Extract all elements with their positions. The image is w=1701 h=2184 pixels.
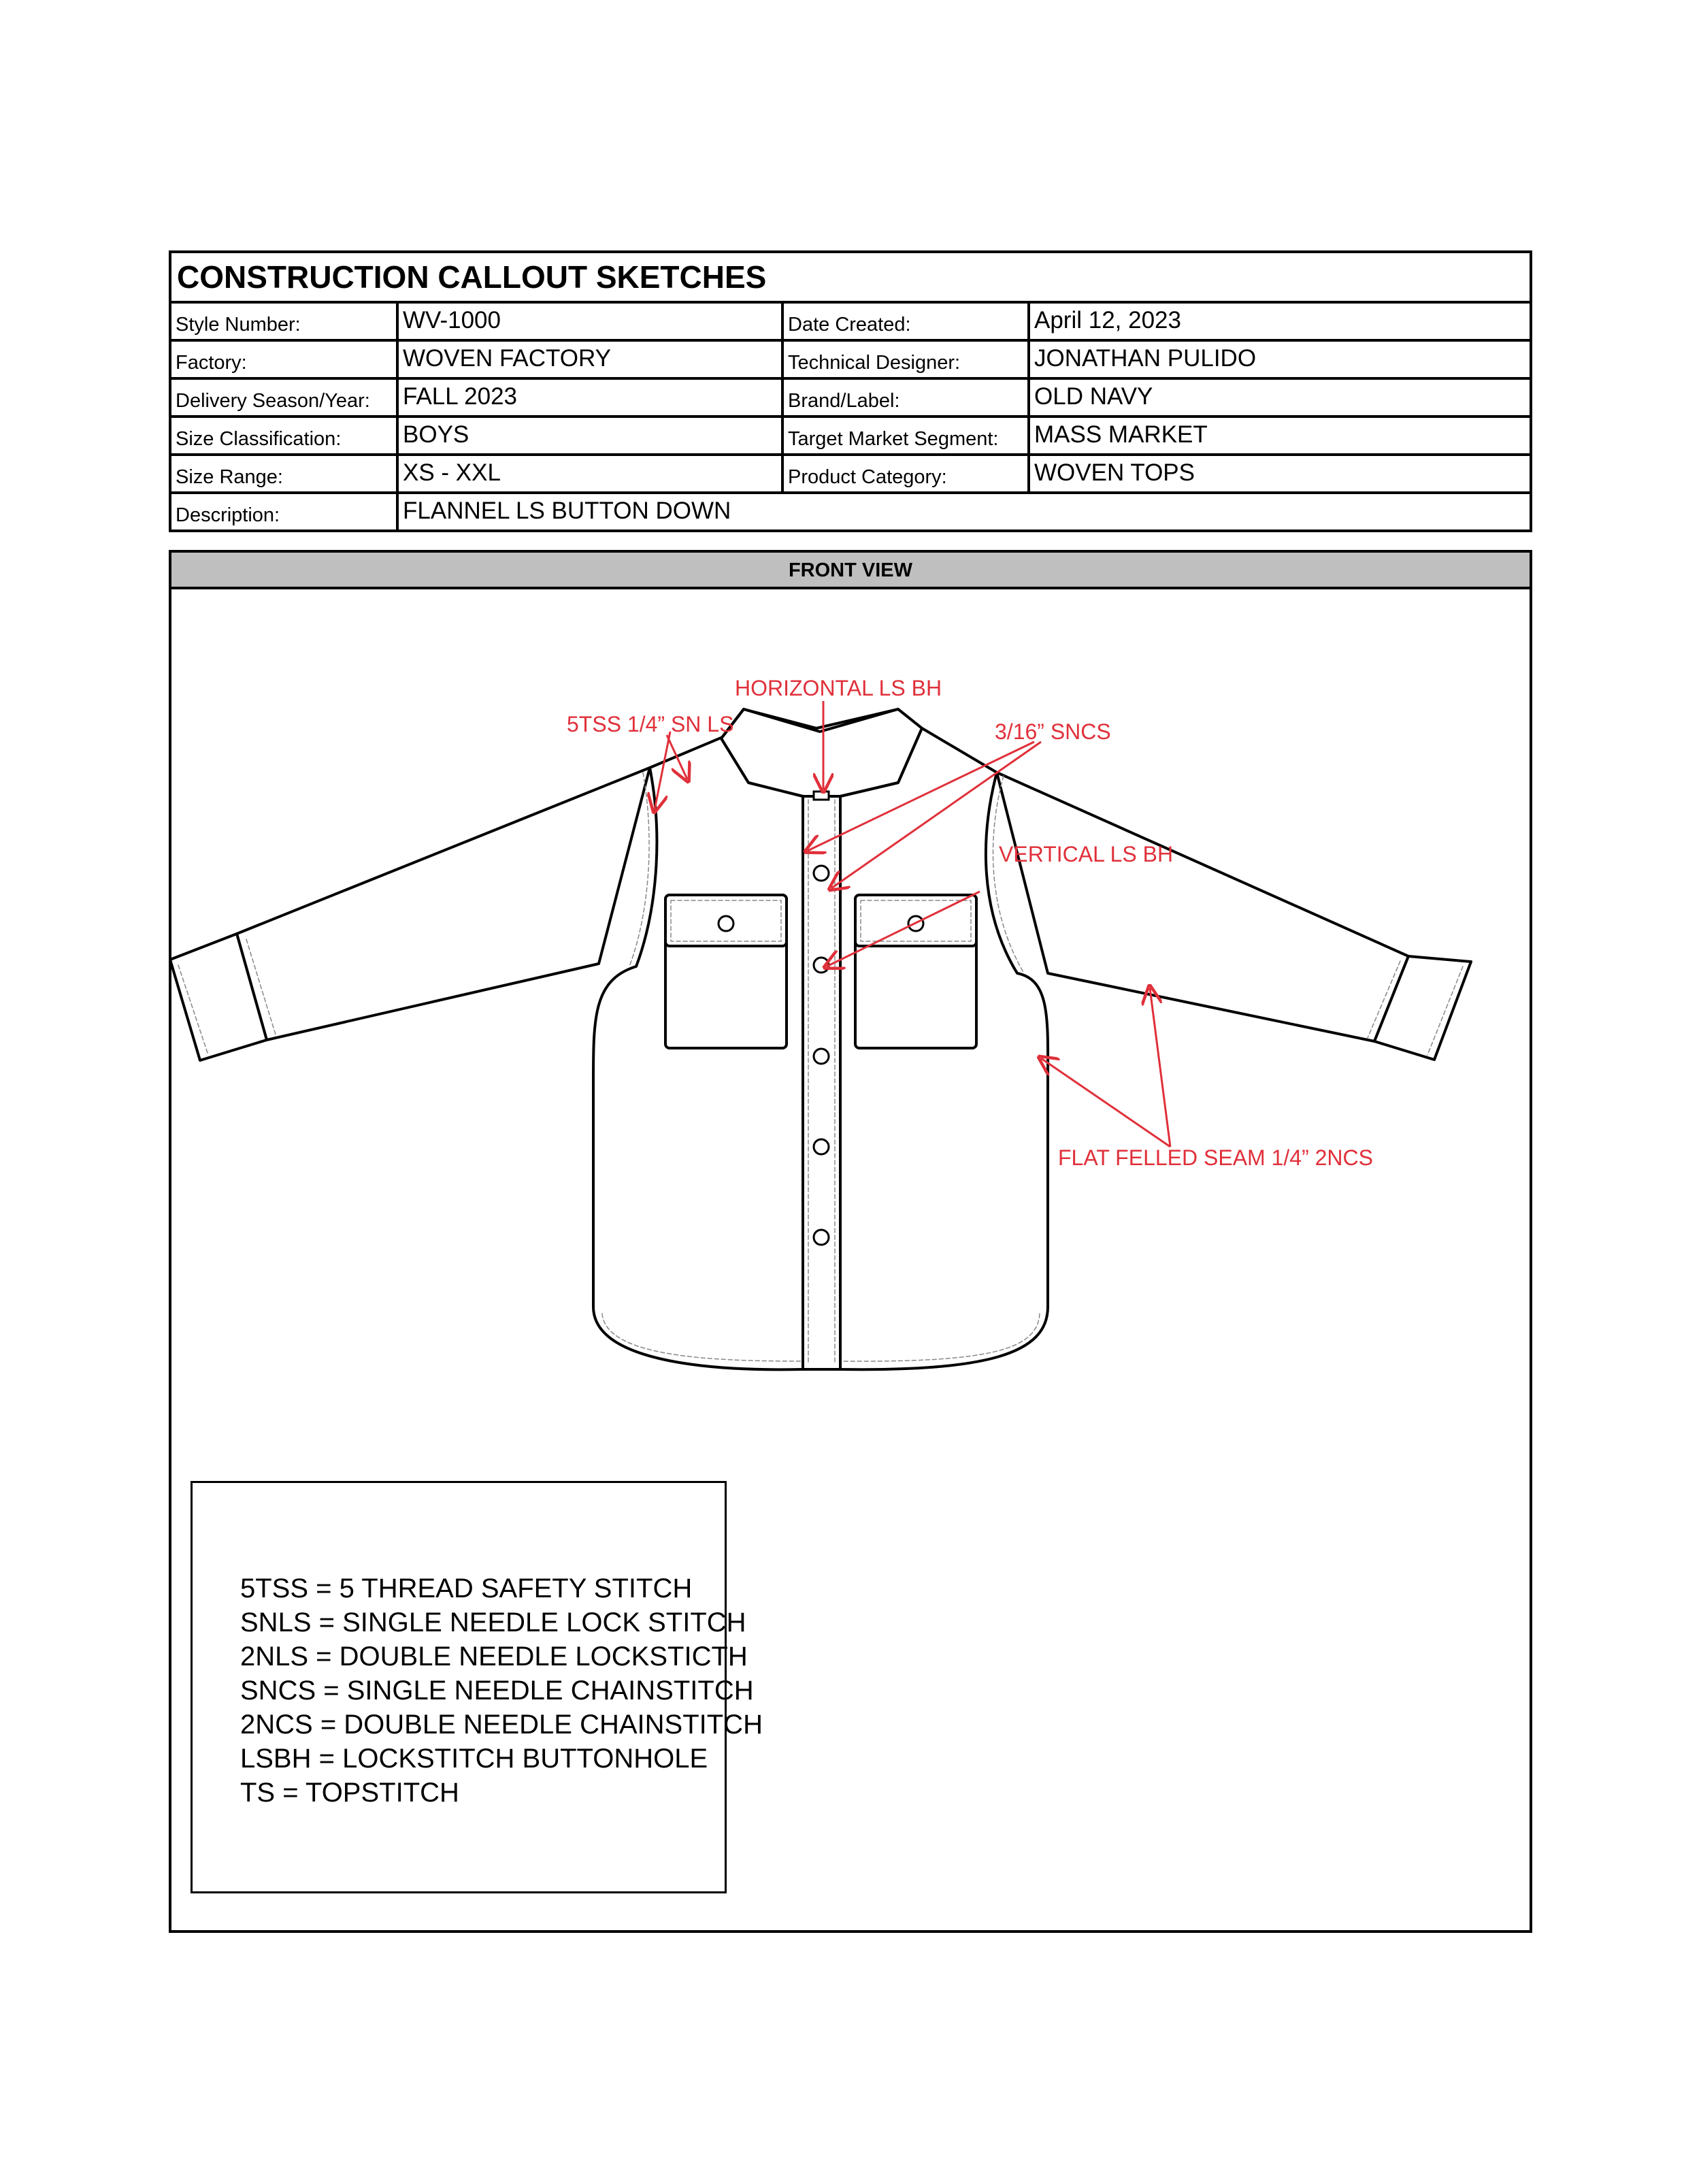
- legend-item: TS = TOPSTITCH: [240, 1778, 459, 1808]
- abbreviation-legend: [191, 1481, 763, 1893]
- legend-item: 2NLS = DOUBLE NEEDLE LOCKSTICTH: [240, 1642, 748, 1672]
- legend-item: SNLS = SINGLE NEEDLE LOCK STITCH: [240, 1608, 746, 1637]
- technical-designer-value: JONATHAN PULIDO: [1034, 345, 1257, 372]
- legend-item: 2NCS = DOUBLE NEEDLE CHAINSTITCH: [240, 1710, 763, 1740]
- size-range-label: Size Range:: [171, 456, 399, 491]
- callout-shoulder-seam: 5TSS 1/4” SN LS: [567, 712, 734, 736]
- delivery-season-value: FALL 2023: [399, 380, 784, 415]
- size-classification-value: BOYS: [399, 418, 784, 453]
- callout-flat-felled-seam: FLAT FELLED SEAM 1/4” 2NCS: [1058, 1145, 1373, 1170]
- factory-value: WOVEN FACTORY: [399, 342, 784, 377]
- technical-designer-label: Technical Designer:: [784, 342, 1030, 377]
- callout-vertical-bh: VERTICAL LS BH: [999, 842, 1174, 866]
- description-value: FLANNEL LS BUTTON DOWN: [403, 498, 731, 524]
- description-label: Description:: [171, 494, 399, 529]
- date-created-value: April 12, 2023: [1034, 307, 1181, 333]
- target-market-value: MASS MARKET: [1034, 421, 1208, 448]
- button-2: [814, 958, 829, 973]
- collar-button: [814, 792, 829, 800]
- front-view-label: FRONT VIEW: [171, 553, 1530, 589]
- page-title: CONSTRUCTION CALLOUT SKETCHES: [171, 253, 1530, 304]
- callout-sncs: 3/16” SNCS: [995, 719, 1111, 744]
- right-sleeve: [997, 772, 1408, 1041]
- left-sleeve: [237, 768, 650, 1040]
- legend-item: LSBH = LOCKSTITCH BUTTONHOLE: [240, 1744, 708, 1774]
- legend-item: SNCS = SINGLE NEEDLE CHAINSTITCH: [240, 1676, 754, 1706]
- size-classification-label: Size Classification:: [171, 418, 399, 453]
- delivery-season-label: Delivery Season/Year:: [171, 380, 399, 415]
- factory-label: Factory:: [171, 342, 399, 377]
- pocket-button-left: [719, 916, 733, 931]
- legend-list: [240, 1571, 763, 1810]
- brand-value: OLD NAVY: [1034, 383, 1153, 410]
- button-3: [814, 1049, 829, 1064]
- button-1: [814, 866, 829, 881]
- callout-horizontal-bh: HORIZONTAL LS BH: [735, 676, 942, 700]
- target-market-label: Target Market Segment:: [784, 418, 1030, 453]
- product-category-value: WOVEN TOPS: [1034, 459, 1195, 486]
- button-4: [814, 1139, 829, 1154]
- style-number-value: WV-1000: [399, 304, 784, 339]
- button-5: [814, 1230, 829, 1245]
- style-number-label: Style Number:: [171, 304, 399, 339]
- date-created-label: Date Created:: [784, 304, 1030, 339]
- product-category-label: Product Category:: [784, 456, 1030, 491]
- brand-label: Brand/Label:: [784, 380, 1030, 415]
- size-range-value: XS - XXL: [399, 456, 784, 491]
- legend-item: 5TSS = 5 THREAD SAFETY STITCH: [240, 1574, 693, 1603]
